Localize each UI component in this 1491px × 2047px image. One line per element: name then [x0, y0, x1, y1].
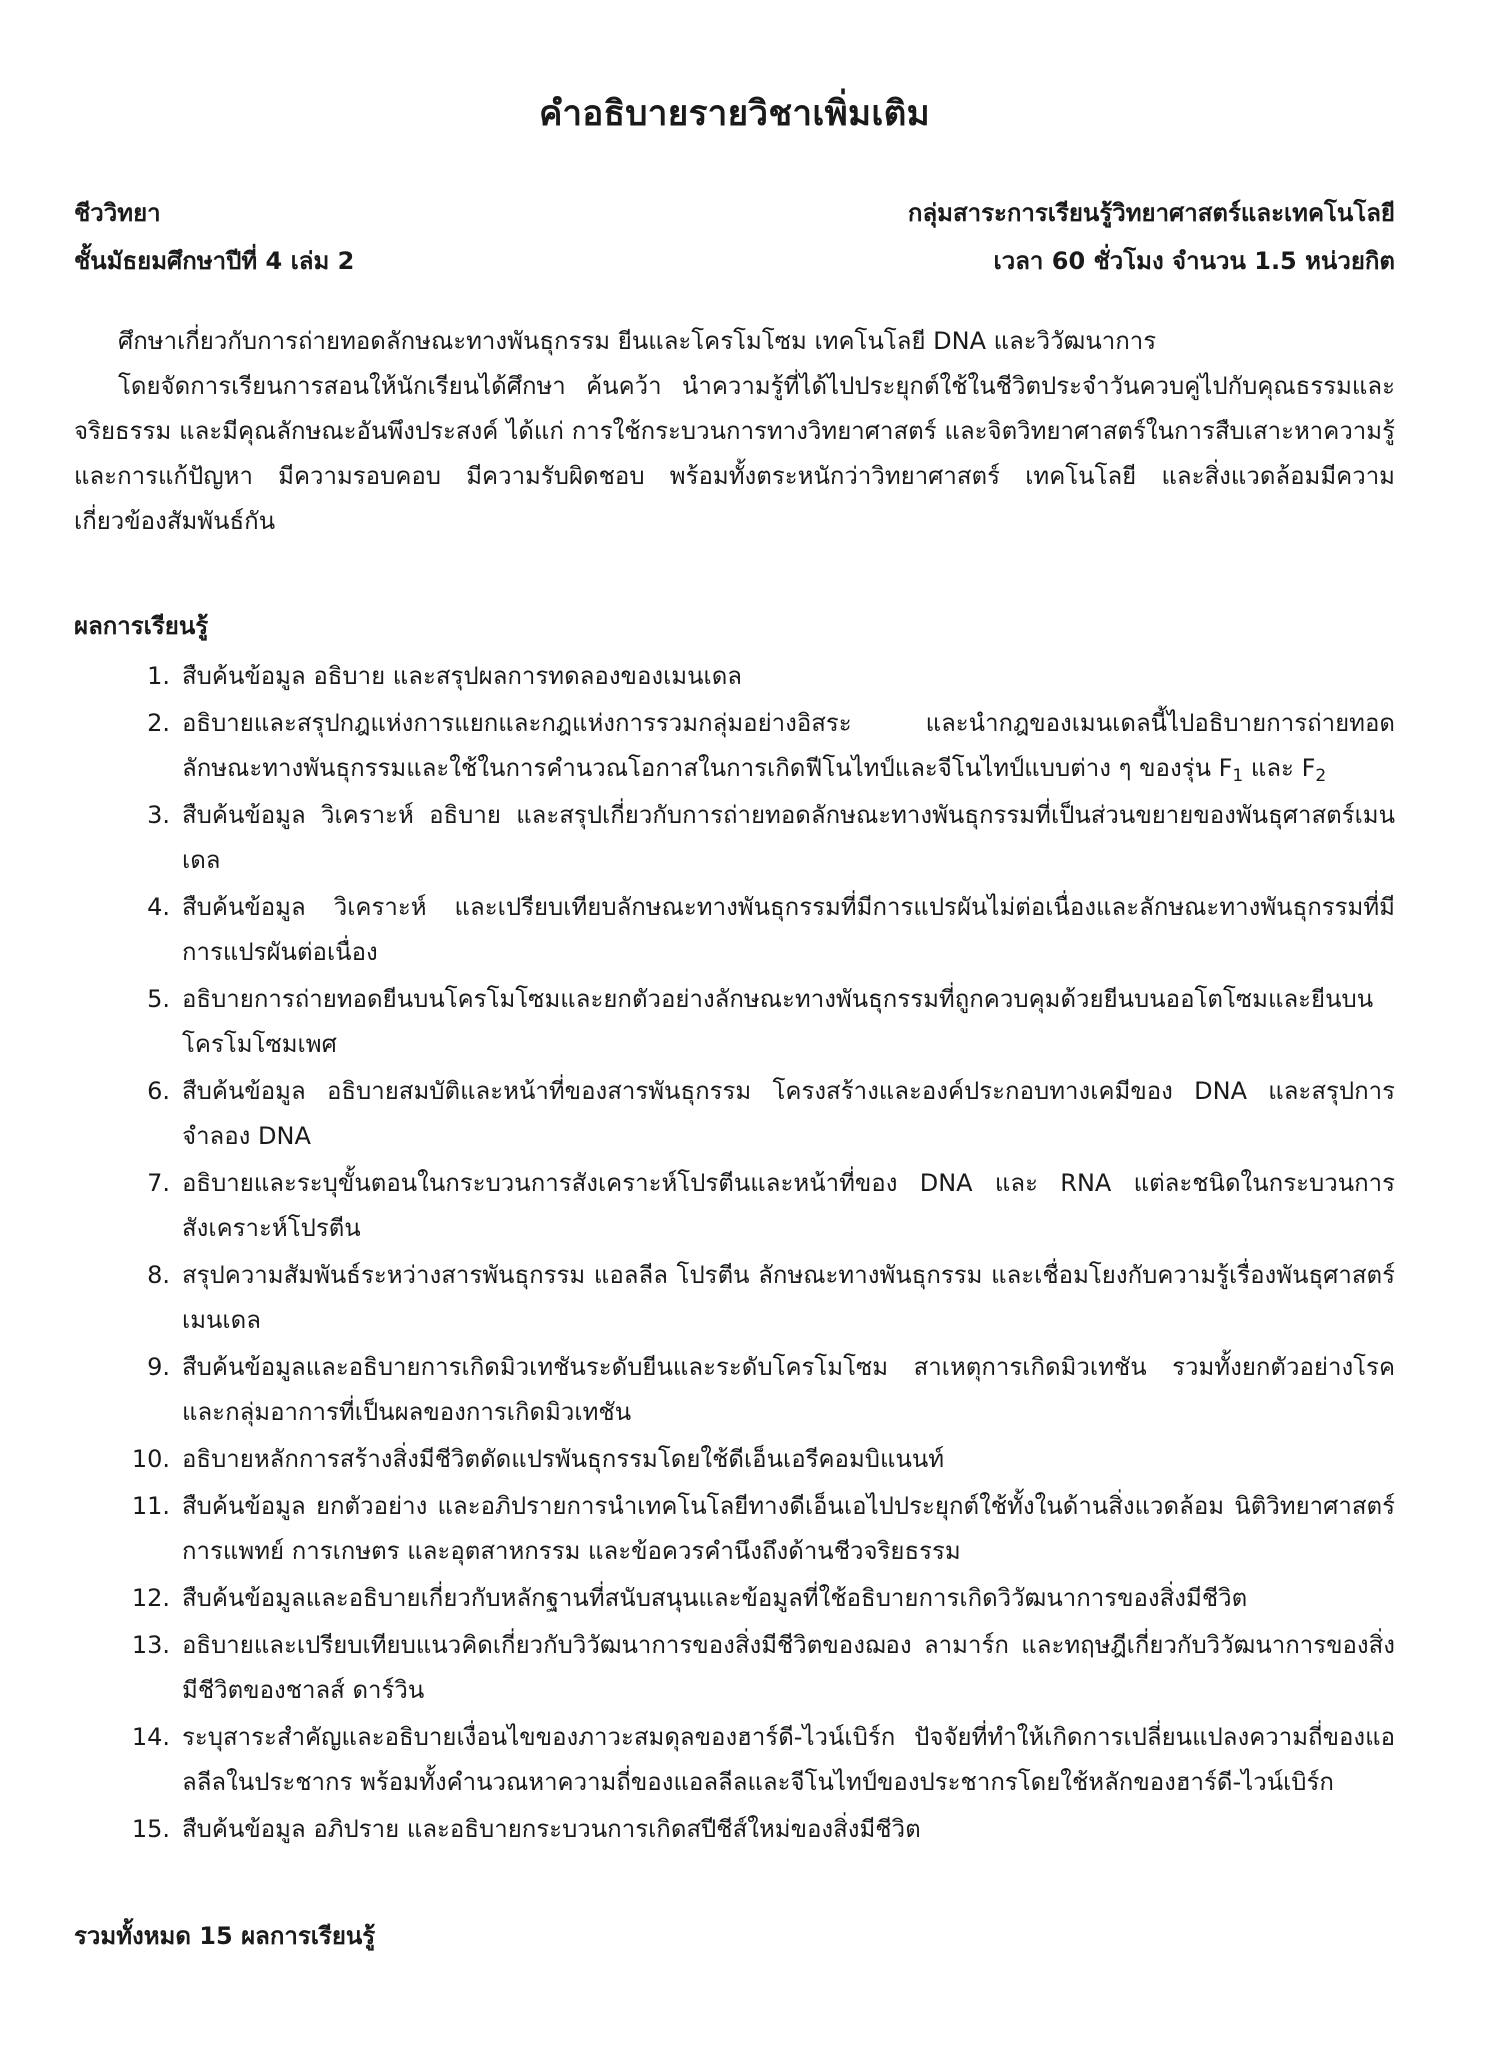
- outcome-text: อธิบายและระบุขั้นตอนในกระบวนการสังเคราะห์โปรตีนและหน้าที่ของ DNA และ RNA แต่ละชนิดในกระบวนการสังเคราะห์โปรตีน: [182, 1169, 1395, 1242]
- outcome-text: สืบค้นข้อมูล วิเคราะห์ อธิบาย และสรุปเกี่ยวกับการถ่ายทอดลักษณะทางพันธุกรรมที่เป็นส่วนขยายของพันธุศาสตร์เมนเดล: [182, 801, 1395, 874]
- outcome-number: 11.: [131, 1492, 170, 1520]
- outcome-item: [74, 654, 1395, 699]
- outcome-text: อธิบายและเปรียบเทียบแนวคิดเกี่ยวกับวิวัฒนาการของสิ่งมีชีวิตของฌอง ลามาร์ก และทฤษฎีเกี่ยวกับวิวัฒนาการของสิ่งมีชีวิตของชาลส์ ดาร์วิน: [182, 1631, 1395, 1704]
- outcome-text: ระบุสาระสำคัญและอธิบายเงื่อนไขของภาวะสมดุลของฮาร์ดี-ไวน์เบิร์ก ปัจจัยที่ทำให้เกิดการเปลี่ยนแปลงความถี่ของแอลลีลในประชากร พร้อมทั้งคำนวณหาความถี่ของแอลลีลและจีโนไทป์ของประชากรโดยใช้หลักของฮาร์ดี-ไวน์เบิร์ก: [182, 1723, 1395, 1796]
- outcome-item: [74, 1253, 1395, 1343]
- subscript-generation-2: 2: [1315, 766, 1327, 786]
- outcomes-heading: ผลการเรียนรู้: [74, 612, 209, 640]
- outcome-text: สืบค้นข้อมูล วิเคราะห์ และเปรียบเทียบลักษณะทางพันธุกรรมที่มีการแปรผันไม่ต่อเนื่องและลักษณะทางพันธุกรรมที่มีการแปรผันต่อเนื่อง: [182, 893, 1395, 966]
- outcome-item: [74, 1623, 1395, 1713]
- outcome-number: 10.: [131, 1445, 170, 1473]
- outcome-text: สืบค้นข้อมูล อธิบาย และสรุปผลการทดลองของเมนเดล: [182, 662, 743, 690]
- course-description: [74, 319, 1395, 544]
- outcome-item: [74, 1484, 1395, 1574]
- outcome-text: อธิบายการถ่ายทอดยีนบนโครโมโซมและยกตัวอย่างลักษณะทางพันธุกรรมที่ถูกควบคุมด้วยยีนบนออโตโซมและยีนบนโครโมโซมเพศ: [182, 985, 1374, 1058]
- outcome-number: 6.: [147, 1077, 170, 1105]
- outcome-item: [74, 1161, 1395, 1251]
- outcome-item: [74, 1807, 1395, 1852]
- outcome-number: 2.: [147, 709, 170, 737]
- outcome-number: 1.: [147, 662, 170, 690]
- outcome-item: [74, 1069, 1395, 1159]
- outcome-text-mid: และ F: [1243, 754, 1316, 782]
- subject-name: ชีววิทยา: [74, 199, 161, 227]
- outcome-item: [74, 885, 1395, 975]
- outcome-text: สืบค้นข้อมูล อภิปราย และอธิบายกระบวนการเกิดสปีชีส์ใหม่ของสิ่งมีชีวิต: [182, 1815, 921, 1843]
- outcome-item: [74, 1576, 1395, 1621]
- outcome-number: 9.: [147, 1353, 170, 1381]
- outcome-number: 5.: [147, 985, 170, 1013]
- outcome-item: [74, 793, 1395, 883]
- outcome-item: [74, 1715, 1395, 1805]
- outcome-item: [74, 701, 1395, 791]
- time-credit: เวลา 60 ชั่วโมง จำนวน 1.5 หน่วยกิต: [993, 247, 1395, 275]
- outcome-text-container: [182, 701, 1395, 791]
- course-meta-row-2: [74, 237, 1395, 285]
- description-paragraph: ศึกษาเกี่ยวกับการถ่ายทอดลักษณะทางพันธุกรรม ยีนและโครโมโซม เทคโนโลยี DNA และวิวัฒนาการ: [118, 327, 1157, 355]
- outcome-item: [74, 1345, 1395, 1435]
- description-paragraph: โดยจัดการเรียนการสอนให้นักเรียนได้ศึกษา ค้นคว้า นำความรู้ที่ได้ไปประยุกต์ใช้ในชีวิตประจำวันควบคู่ไปกับคุณธรรมและจริยธรรม และมีคุณลักษณะอันพึงประสงค์ ได้แก่ การใช้กระบวนการทางวิทยาศาสตร์ และจิตวิทยาศาสตร์ในการสืบเสาะหาความรู้และการแก้ปัญหา มีความรอบคอบ มีความรับผิดชอบ พร้อมทั้งตระหนักว่าวิทยาศาสตร์ เทคโนโลยี และสิ่งแวดล้อมมีความเกี่ยวข้องสัมพันธ์กัน: [74, 372, 1395, 535]
- learning-area: กลุ่มสาระการเรียนรู้วิทยาศาสตร์และเทคโนโลยี: [907, 199, 1395, 227]
- outcome-text: อธิบายและสรุปกฎแห่งการแยกและกฎแห่งการรวมกลุ่มอย่างอิสระ และนำกฎของเมนเดลนี้ไปอธิบายการถ่ายทอดลักษณะทางพันธุกรรมและใช้ในการคำนวณโอกาสในการเกิดฟีโนไทป์และจีโนไทป์แบบต่าง ๆ ของรุ่น F: [182, 709, 1395, 782]
- course-meta-row-1: [74, 189, 1395, 237]
- outcome-text: สืบค้นข้อมูล ยกตัวอย่าง และอภิปรายการนำเทคโนโลยีทางดีเอ็นเอไปประยุกต์ใช้ทั้งในด้านสิ่งแวดล้อม นิติวิทยาศาสตร์ การแพทย์ การเกษตร และอุตสาหกรรม และข้อควรคำนึงถึงด้านชีวจริยธรรม: [182, 1492, 1395, 1565]
- outcome-text: อธิบายหลักการสร้างสิ่งมีชีวิตดัดแปรพันธุกรรมโดยใช้ดีเอ็นเอรีคอมบิแนนท์: [182, 1445, 945, 1473]
- outcome-number: 13.: [131, 1631, 170, 1659]
- outcome-text: สืบค้นข้อมูลและอธิบายเกี่ยวกับหลักฐานที่สนับสนุนและข้อมูลที่ใช้อธิบายการเกิดวิวัฒนาการของสิ่งมีชีวิต: [182, 1584, 1248, 1612]
- outcome-number: 3.: [147, 801, 170, 829]
- grade-level: ชั้นมัธยมศึกษาปีที่ 4 เล่ม 2: [74, 247, 355, 275]
- outcome-number: 14.: [131, 1723, 170, 1751]
- outcome-text: สรุปความสัมพันธ์ระหว่างสารพันธุกรรม แอลลีล โปรตีน ลักษณะทางพันธุกรรม และเชื่อมโยงกับความรู้เรื่องพันธุศาสตร์เมนเดล: [182, 1261, 1395, 1334]
- outcome-number: 15.: [131, 1815, 170, 1843]
- outcome-number: 8.: [147, 1261, 170, 1289]
- outcomes-total: รวมทั้งหมด 15 ผลการเรียนรู้: [74, 1922, 376, 1950]
- outcome-item: [74, 977, 1395, 1067]
- outcome-number: 7.: [147, 1169, 170, 1197]
- outcome-number: 4.: [147, 893, 170, 921]
- outcome-text: สืบค้นข้อมูลและอธิบายการเกิดมิวเทชันระดับยีนและระดับโครโมโซม สาเหตุการเกิดมิวเทชัน รวมทั้งยกตัวอย่างโรคและกลุ่มอาการที่เป็นผลของการเกิดมิวเทชัน: [182, 1353, 1395, 1426]
- outcome-number: 12.: [131, 1584, 170, 1612]
- page-title: คำอธิบายรายวิชาเพิ่มเติม: [538, 94, 931, 134]
- subscript-generation-1: 1: [1232, 766, 1244, 786]
- outcome-text: สืบค้นข้อมูล อธิบายสมบัติและหน้าที่ของสารพันธุกรรม โครงสร้างและองค์ประกอบทางเคมีของ DNA และสรุปการจำลอง DNA: [182, 1077, 1395, 1150]
- outcome-item: [74, 1437, 1395, 1482]
- outcomes-list: [74, 654, 1395, 1852]
